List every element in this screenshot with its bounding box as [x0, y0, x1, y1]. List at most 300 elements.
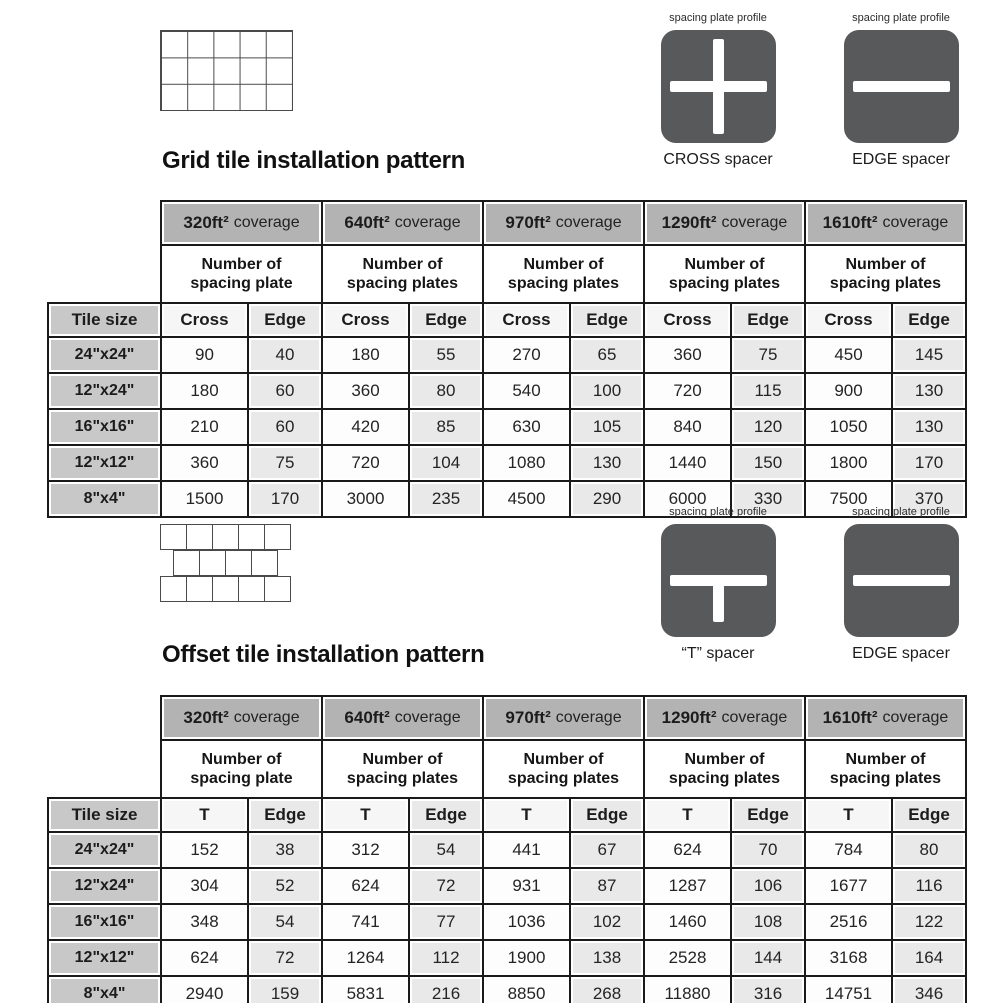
value-cell [161, 904, 248, 940]
value-label: 210 [190, 417, 219, 436]
value-cell [892, 904, 966, 940]
spacer-type-label: Cross [341, 310, 390, 329]
grid-section-title: Grid tile installation pattern [162, 147, 466, 174]
subheader-line: spacing plates [346, 770, 459, 787]
value-label: 1287 [668, 876, 707, 895]
table-row [48, 904, 966, 940]
value-cell [644, 868, 731, 904]
spacing-plate-profile-label: spacing plate profile [852, 506, 950, 518]
value-cell [322, 373, 409, 409]
corner-blank [48, 696, 161, 740]
value-label: 170 [270, 489, 300, 508]
subheader-line: Number of [845, 751, 926, 768]
value-label: 1050 [829, 417, 868, 436]
value-label: 360 [190, 453, 219, 472]
value-label: 624 [673, 840, 702, 859]
value-label: 150 [753, 453, 783, 472]
value-label: 144 [753, 948, 783, 967]
tile-size-cell [48, 373, 161, 409]
value-label: 235 [431, 489, 461, 508]
value-label: 1677 [829, 876, 868, 895]
value-cell [161, 832, 248, 868]
spacer-type-header-cell [644, 798, 731, 832]
subheader-line: Number of [523, 256, 604, 273]
coverage-header-cell [483, 201, 644, 245]
value-label: 104 [431, 453, 461, 472]
value-label: 75 [275, 453, 295, 472]
value-cell [161, 976, 248, 1003]
table-row [48, 445, 966, 481]
spacer-bar [670, 81, 767, 92]
value-cell [248, 337, 322, 373]
subheader-line: Number of [684, 256, 765, 273]
value-cell [483, 868, 570, 904]
spacer-type-label: Edge [425, 310, 467, 329]
spacer-type-header-cell [570, 798, 644, 832]
edge-spacer-name: EDGE spacer [852, 645, 950, 662]
coverage-suffix-label: coverage [555, 214, 622, 231]
value-label: 40 [275, 345, 295, 364]
value-label: 87 [597, 876, 617, 895]
value-cell [731, 373, 805, 409]
value-cell [644, 337, 731, 373]
value-cell [161, 445, 248, 481]
value-cell [322, 904, 409, 940]
value-cell [248, 373, 322, 409]
value-cell [644, 445, 731, 481]
value-label: 316 [753, 984, 783, 1003]
value-label: 1460 [668, 912, 707, 931]
value-label: 784 [834, 840, 863, 859]
value-label: 90 [195, 345, 214, 364]
spacer-type-header-cell [409, 798, 483, 832]
tile [160, 576, 187, 602]
table-row [48, 940, 966, 976]
subheader-line: Number of [523, 751, 604, 768]
coverage-suffix-label: coverage [394, 709, 461, 726]
coverage-header-cell [322, 696, 483, 740]
coverage-header-cell [483, 696, 644, 740]
value-cell [892, 976, 966, 1003]
cross-spacer [643, 12, 793, 169]
edge-spacer [826, 12, 976, 169]
coverage-area-label: 320ft² [183, 213, 229, 232]
coverage-header-cell [161, 201, 322, 245]
subheader-line: spacing plate [190, 275, 293, 292]
value-label: 120 [753, 417, 783, 436]
spacer-type-header-cell [731, 303, 805, 337]
offset-table-area [47, 695, 967, 1003]
spacer-type-header-cell [805, 303, 892, 337]
tile-row [160, 576, 290, 602]
coverage-suffix-label: coverage [721, 214, 788, 231]
value-label: 75 [758, 345, 778, 364]
coverage-header-cell [322, 201, 483, 245]
value-cell [805, 337, 892, 373]
value-label: 720 [351, 453, 380, 472]
value-label: 55 [436, 345, 456, 364]
coverage-area-label: 1290ft² [661, 708, 717, 727]
value-label: 105 [592, 417, 622, 436]
value-label: 348 [190, 912, 219, 931]
tile [225, 550, 252, 576]
tile-size-value: 12"x24" [74, 877, 135, 894]
table-row [48, 409, 966, 445]
subheader-cell [322, 245, 483, 303]
spacer-type-label: T [360, 805, 371, 824]
grid-coverage-table [47, 200, 967, 518]
value-cell [570, 373, 644, 409]
value-cell [892, 409, 966, 445]
value-label: 106 [753, 876, 783, 895]
value-cell [409, 373, 483, 409]
value-cell [570, 904, 644, 940]
value-label: 14751 [824, 984, 873, 1003]
value-label: 1900 [507, 948, 546, 967]
subheader-line: spacing plates [668, 770, 781, 787]
value-label: 159 [270, 984, 300, 1003]
value-cell [161, 337, 248, 373]
spacer-type-label: T [843, 805, 854, 824]
value-label: 52 [275, 876, 295, 895]
spacer-type-label: Cross [180, 310, 229, 329]
value-label: 1080 [507, 453, 546, 472]
coverage-header-cell [644, 201, 805, 245]
value-label: 130 [914, 381, 944, 400]
value-label: 540 [512, 381, 541, 400]
value-label: 741 [351, 912, 380, 931]
value-label: 115 [754, 381, 782, 400]
coverage-suffix-label: coverage [555, 709, 622, 726]
spacer-type-header-cell [644, 303, 731, 337]
spacer-type-label: Edge [586, 310, 628, 329]
value-cell [248, 409, 322, 445]
spacer-type-header-cell [805, 798, 892, 832]
edge-spacer-icon [844, 524, 959, 637]
subheader-row [48, 740, 966, 798]
value-label: 3168 [829, 948, 868, 967]
value-label: 138 [592, 948, 622, 967]
value-cell [644, 832, 731, 868]
coverage-header-cell [644, 696, 805, 740]
tile-size-cell [48, 832, 161, 868]
tile-size-cell [48, 940, 161, 976]
value-cell [805, 445, 892, 481]
value-cell [483, 832, 570, 868]
value-cell [483, 976, 570, 1003]
value-label: 3000 [346, 489, 385, 508]
value-cell [644, 976, 731, 1003]
value-cell [644, 904, 731, 940]
spacer-type-label: Edge [264, 805, 306, 824]
value-cell [409, 409, 483, 445]
subheader-line: Number of [362, 256, 443, 273]
value-cell [161, 409, 248, 445]
spacer-type-header-cell [483, 798, 570, 832]
spacer-type-label: T [521, 805, 532, 824]
value-cell [322, 976, 409, 1003]
tile [238, 576, 265, 602]
value-label: 1440 [668, 453, 707, 472]
coverage-header-row [48, 201, 966, 245]
value-cell [409, 832, 483, 868]
value-label: 312 [351, 840, 380, 859]
column-header-row [48, 798, 966, 832]
tile-size-header-cell [48, 303, 161, 337]
tile [251, 550, 278, 576]
subheader-cell [483, 740, 644, 798]
value-label: 330 [753, 489, 783, 508]
value-label: 102 [592, 912, 622, 931]
tile [173, 550, 200, 576]
value-label: 54 [275, 912, 295, 931]
edge-spacer-name: EDGE spacer [852, 151, 950, 168]
value-label: 72 [436, 876, 456, 895]
subheader-line: spacing plates [668, 275, 781, 292]
spacer-type-header-cell [161, 303, 248, 337]
subheader-line: spacing plates [829, 275, 942, 292]
value-cell [731, 940, 805, 976]
value-cell [248, 868, 322, 904]
spacer-type-header-cell [248, 303, 322, 337]
spacer-type-header-cell [483, 303, 570, 337]
spacer-type-label: T [199, 805, 210, 824]
offset-coverage-table [47, 695, 967, 1003]
value-cell [409, 445, 483, 481]
value-cell [409, 868, 483, 904]
spacer-type-label: Edge [425, 805, 467, 824]
subheader-cell [644, 740, 805, 798]
tile [186, 524, 213, 550]
value-cell [570, 976, 644, 1003]
value-cell [570, 481, 644, 517]
value-label: 180 [351, 345, 380, 364]
value-cell [805, 868, 892, 904]
value-cell [892, 940, 966, 976]
subheader-row [48, 245, 966, 303]
value-label: 130 [914, 417, 944, 436]
subheader-line: spacing plates [507, 770, 620, 787]
spacer-bar [853, 575, 950, 586]
value-label: 2528 [668, 948, 707, 967]
spacer-type-label: Edge [586, 805, 628, 824]
grid-table-area [47, 200, 967, 518]
value-label: 290 [592, 489, 622, 508]
value-label: 112 [432, 948, 460, 967]
value-label: 11880 [664, 984, 711, 1003]
tile-size-value: 16"x16" [74, 418, 135, 435]
spacing-plate-profile-label: spacing plate profile [669, 506, 767, 518]
value-cell [731, 976, 805, 1003]
tile [264, 524, 291, 550]
tile-size-header-cell [48, 798, 161, 832]
tile-size-cell [48, 976, 161, 1003]
value-label: 370 [914, 489, 944, 508]
value-cell [805, 373, 892, 409]
tile-size-cell [48, 481, 161, 517]
table-row [48, 868, 966, 904]
value-label: 4500 [507, 489, 546, 508]
tile-size-value: 8"x4" [83, 985, 126, 1002]
value-cell [805, 409, 892, 445]
value-cell [322, 409, 409, 445]
value-cell [731, 868, 805, 904]
value-label: 152 [190, 840, 219, 859]
value-cell [892, 373, 966, 409]
value-label: 116 [915, 876, 943, 895]
tile-size-header-label: Tile size [71, 805, 138, 824]
spacer-bar [853, 81, 950, 92]
table-row [48, 337, 966, 373]
subheader-cell [483, 245, 644, 303]
value-cell [248, 481, 322, 517]
tile [212, 524, 239, 550]
value-label: 720 [673, 381, 702, 400]
subheader-line: spacing plates [346, 275, 459, 292]
value-label: 8850 [507, 984, 546, 1003]
spacer-type-header-cell [892, 798, 966, 832]
tile [160, 524, 187, 550]
spacer-type-label: Cross [502, 310, 551, 329]
value-label: 38 [275, 840, 295, 859]
coverage-suffix-label: coverage [394, 214, 461, 231]
value-cell [409, 904, 483, 940]
tile-size-cell [48, 409, 161, 445]
subheader-line: Number of [845, 256, 926, 273]
column-header-row [48, 303, 966, 337]
value-label: 6000 [668, 489, 707, 508]
tile-row [160, 524, 290, 550]
value-cell [731, 832, 805, 868]
value-cell [161, 940, 248, 976]
t-spacer [643, 506, 793, 663]
subheader-line: Number of [201, 256, 282, 273]
subheader-line: spacing plates [507, 275, 620, 292]
tile [186, 576, 213, 602]
value-cell [322, 868, 409, 904]
coverage-header-cell [161, 696, 322, 740]
value-label: 2940 [185, 984, 224, 1003]
spacer-type-header-cell [248, 798, 322, 832]
value-cell [805, 976, 892, 1003]
subheader-cell [805, 245, 966, 303]
tile-size-cell [48, 868, 161, 904]
value-label: 1264 [346, 948, 385, 967]
value-label: 1500 [185, 489, 224, 508]
spacer-type-header-cell [570, 303, 644, 337]
value-label: 65 [597, 345, 617, 364]
coverage-area-label: 640ft² [344, 213, 390, 232]
tile-size-cell [48, 904, 161, 940]
coverage-area-label: 970ft² [505, 708, 551, 727]
value-cell [322, 832, 409, 868]
value-label: 180 [190, 381, 219, 400]
spacer-type-label: Cross [663, 310, 712, 329]
spacing-plate-profile-label: spacing plate profile [669, 12, 767, 24]
value-cell [483, 940, 570, 976]
tile-size-value: 8"x4" [83, 490, 126, 507]
coverage-suffix-label: coverage [233, 709, 300, 726]
spacer-type-label: Cross [824, 310, 873, 329]
coverage-header-cell [805, 201, 966, 245]
spacer-type-header-cell [409, 303, 483, 337]
value-label: 60 [275, 381, 295, 400]
value-cell [805, 940, 892, 976]
spacer-type-label: T [682, 805, 693, 824]
spacer-type-header-cell [322, 798, 409, 832]
tile [212, 576, 239, 602]
value-cell [892, 868, 966, 904]
value-cell [483, 904, 570, 940]
value-label: 85 [436, 417, 456, 436]
edge-spacer-icon [844, 30, 959, 143]
tile-size-header-label: Tile size [71, 310, 138, 329]
value-cell [570, 868, 644, 904]
subheader-cell [644, 245, 805, 303]
spacer-type-label: Edge [747, 805, 789, 824]
tile-size-value: 24"x24" [74, 346, 135, 363]
tile-size-cell [48, 337, 161, 373]
tile-size-value: 16"x16" [74, 913, 135, 930]
value-label: 72 [275, 948, 295, 967]
value-label: 450 [834, 345, 863, 364]
value-cell [248, 940, 322, 976]
value-cell [248, 832, 322, 868]
spacer-bar [713, 585, 724, 623]
tile-size-value: 12"x12" [74, 454, 135, 471]
value-cell [805, 832, 892, 868]
value-cell [570, 832, 644, 868]
value-cell [731, 337, 805, 373]
value-label: 145 [914, 345, 944, 364]
cross-spacer-name: CROSS spacer [663, 151, 773, 168]
table-row [48, 976, 966, 1003]
value-cell [409, 481, 483, 517]
tile [264, 576, 291, 602]
value-label: 360 [673, 345, 702, 364]
value-label: 80 [919, 840, 939, 859]
coverage-area-label: 1610ft² [822, 708, 878, 727]
value-label: 931 [512, 876, 541, 895]
offset-pattern-diagram [160, 524, 320, 604]
value-cell [731, 904, 805, 940]
value-label: 441 [512, 840, 541, 859]
cross-spacer-icon [661, 30, 776, 143]
table-row [48, 832, 966, 868]
coverage-header-cell [805, 696, 966, 740]
value-label: 170 [914, 453, 944, 472]
value-cell [644, 409, 731, 445]
coverage-area-label: 1610ft² [822, 213, 878, 232]
value-label: 108 [753, 912, 783, 931]
tile [199, 550, 226, 576]
edge-spacer [826, 506, 976, 663]
value-cell [322, 337, 409, 373]
value-cell [892, 337, 966, 373]
subheader-cell [322, 740, 483, 798]
subheader-line: Number of [201, 751, 282, 768]
value-cell [570, 940, 644, 976]
value-label: 7500 [829, 489, 868, 508]
t-spacer-icon [661, 524, 776, 637]
value-label: 346 [914, 984, 944, 1003]
corner-blank [48, 201, 161, 245]
value-label: 900 [834, 381, 863, 400]
value-cell [644, 373, 731, 409]
value-label: 80 [436, 381, 456, 400]
value-cell [248, 904, 322, 940]
spacer-type-header-cell [731, 798, 805, 832]
